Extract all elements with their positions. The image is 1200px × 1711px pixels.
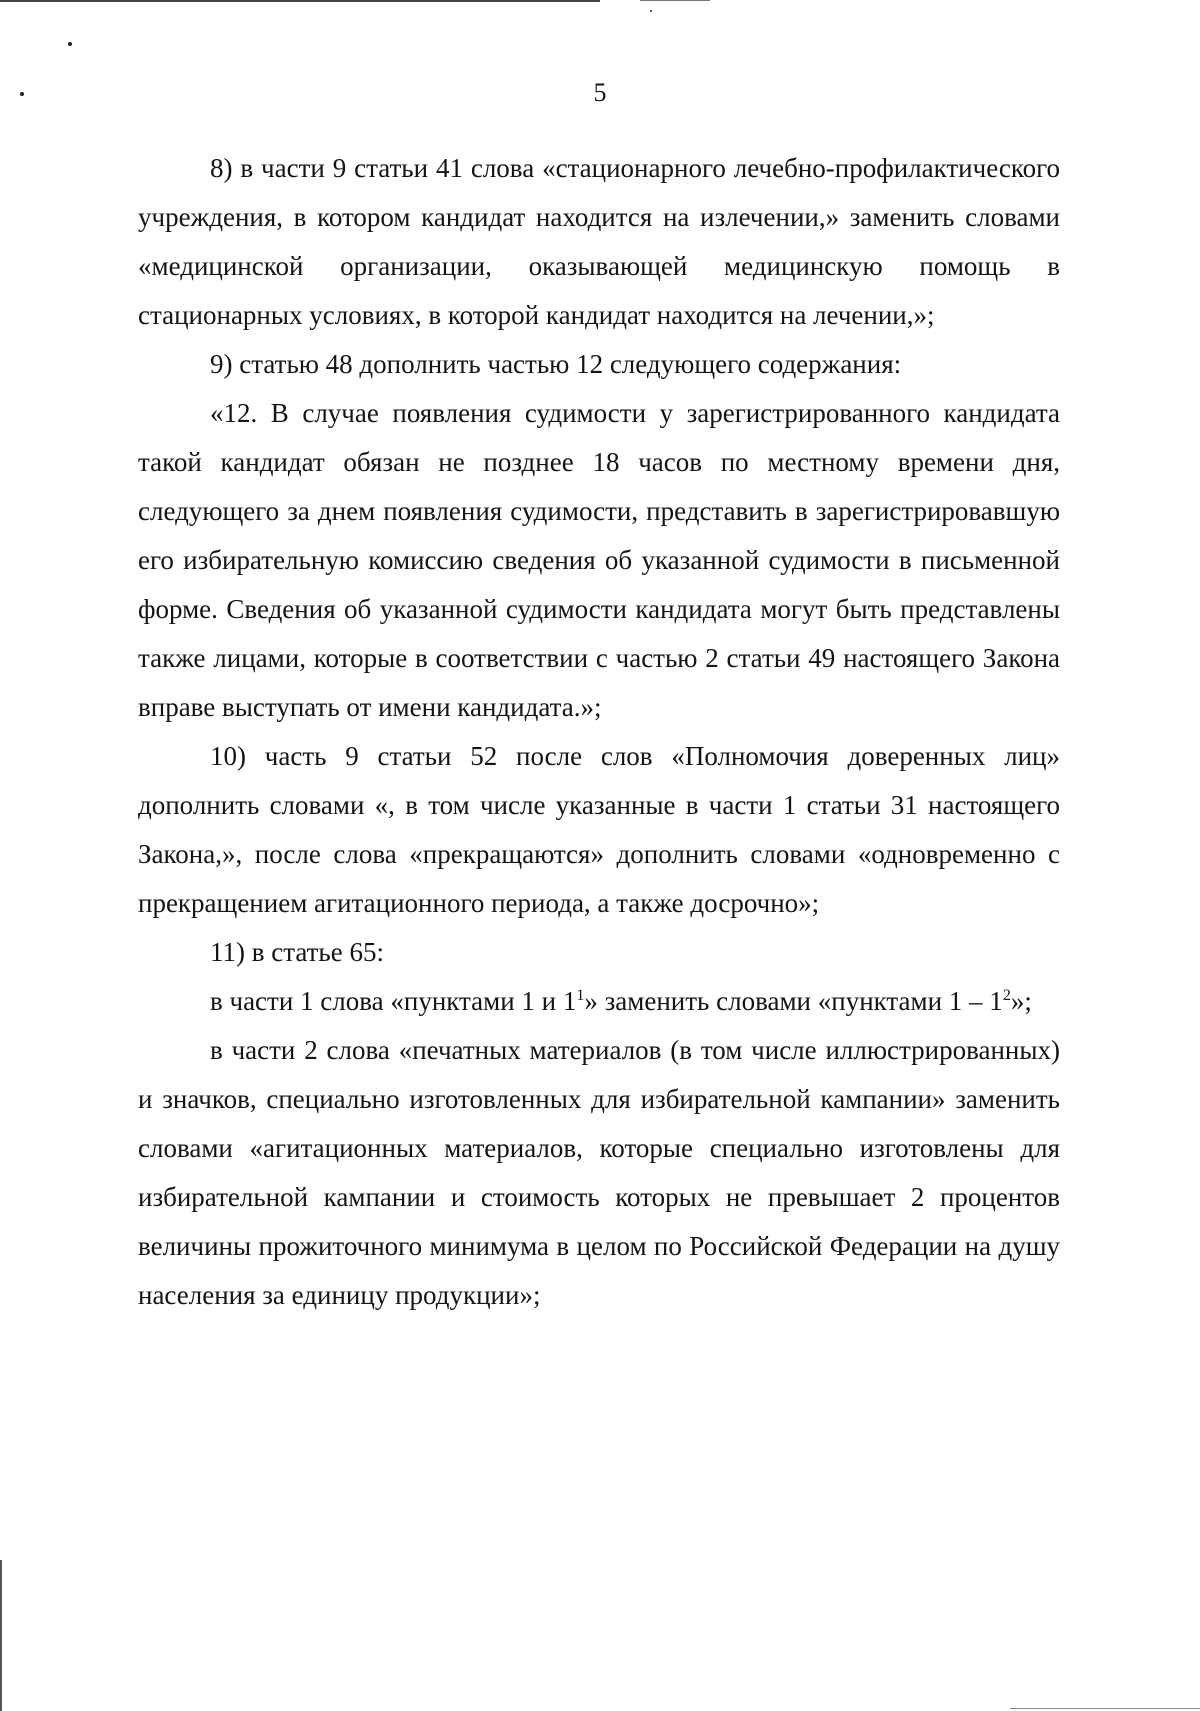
paragraph-quoted-part-12: «12. В случае появления судимости у зарегистрированного кандидата такой кандидат обязан не позднее 18 часов по местному времени дня, следующего за днем появления судимости, представить в зарегистрировавшую его избирательную комиссию сведения об указанной судимости в письменной форме. Сведения об указанной судимости кандидата могут быть представлены также лицами, которые в соответствии с частью 2 статьи 49 настоящего Закона вправе выступать от имени кандидата.»;: [138, 398, 1060, 722]
superscript: 1: [576, 987, 585, 1004]
page-number: 5: [593, 78, 607, 107]
scan-edge-top-fragment: [640, 0, 710, 1]
scan-edge-top: [0, 0, 600, 2]
superscript: 2: [1002, 987, 1011, 1004]
scan-edge-left: [0, 1560, 2, 1711]
scan-speck: [650, 10, 652, 12]
paragraph-item-10: 10) часть 9 статьи 52 после слов «Полномочия доверенных лиц» дополнить словами «, в том числе указанные в части 1 статьи 31 настоящего Закона,», после слова «прекращаются» дополнить словами «одновременно с прекращением агитационного периода, а также досрочно»;: [138, 741, 1060, 918]
text-segment: »;: [1010, 986, 1032, 1016]
paragraph-item-8: 8) в части 9 статьи 41 слова «стационарного лечебно-профилактического учреждения, в котором кандидат находится на излечении,» заменить словами «медицинской организации, оказывающей медицинскую помощь в стационарных условиях, в которой кандидат находится на лечении,»;: [138, 153, 1060, 330]
text-segment: » заменить словами «пунктами 1 – 1: [584, 986, 1003, 1016]
text-segment: в части 1 слова «пунктами 1 и 1: [210, 986, 577, 1016]
paragraph-item-9: 9) статью 48 дополнить частью 12 следующего содержания:: [210, 349, 902, 379]
document-body: [138, 144, 1060, 1320]
paragraph-item-11-part-2: в части 2 слова «печатных материалов (в том числе иллюстрированных) и значков, специально изготовленных для избирательной кампании» заменить словами «агитационных материалов, которые специально изготовлены для избирательной кампании и стоимость которых не превышает 2 процентов величины прожиточного минимума в целом по Российской Федерации на душу населения за единицу продукции»;: [138, 1035, 1060, 1310]
paragraph-item-11-part-1: [138, 977, 1060, 1026]
scan-edge-bottom: [1010, 1708, 1200, 1709]
scan-speck: [68, 42, 72, 46]
paragraph-item-11: 11) в статье 65:: [210, 937, 384, 967]
